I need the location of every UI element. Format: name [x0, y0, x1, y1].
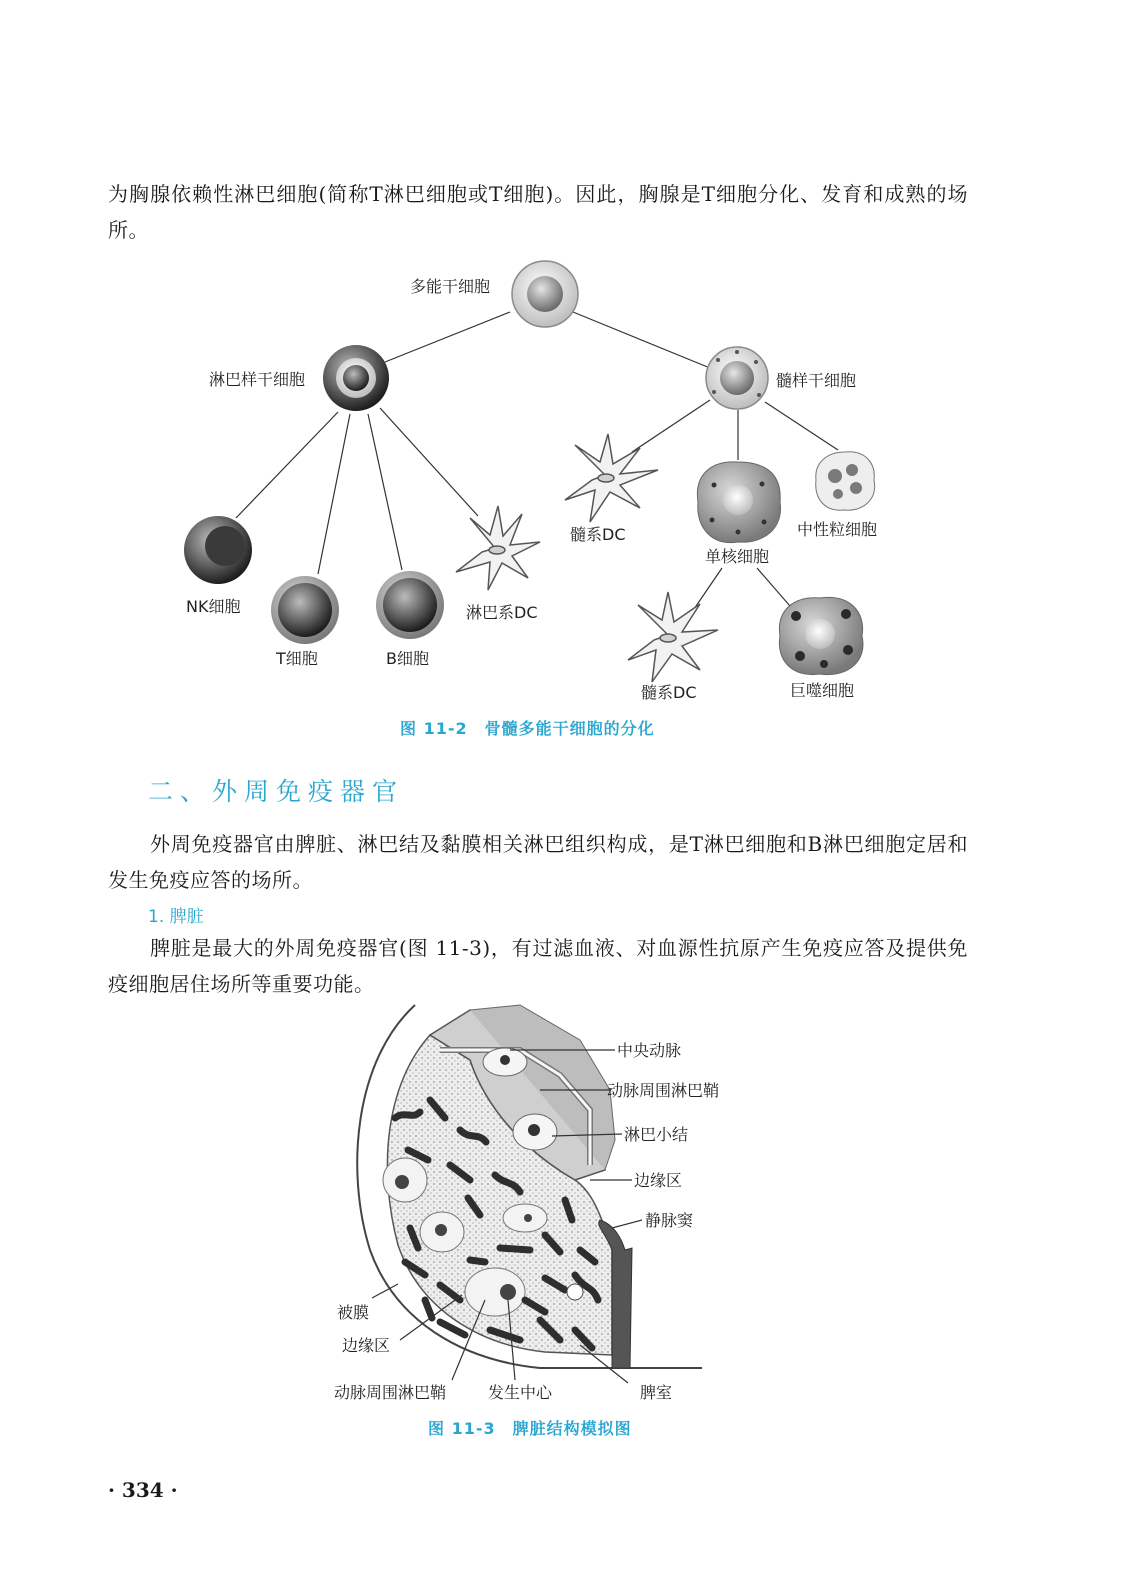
label-central-artery: 中央动脉 [617, 1041, 682, 1060]
label-nk-cell: NK细胞 [186, 597, 241, 616]
label-t-cell: T细胞 [276, 649, 318, 668]
label-pals-right: 动脉周围淋巴鞘 [607, 1081, 720, 1100]
label-pals-bottom: 动脉周围淋巴鞘 [334, 1383, 447, 1402]
label-b-cell: B细胞 [386, 649, 429, 668]
page-number: · 334 · [108, 1478, 178, 1502]
label-capsule: 被膜 [337, 1303, 370, 1322]
label-myeloid-dc: 髓系DC [570, 525, 626, 544]
section-title: 二、外周免疫器官 [148, 777, 405, 806]
label-myeloid-dc-2: 髓系DC [641, 683, 697, 702]
label-macrophage: 巨噬细胞 [790, 681, 855, 700]
label-splenic-cord: 脾室 [640, 1383, 673, 1402]
label-venous-sinus: 静脉窦 [645, 1211, 694, 1230]
label-germinal-center: 发生中心 [488, 1383, 553, 1402]
label-lymphoid-stem: 淋巴样干细胞 [209, 370, 306, 389]
label-lymphoid-dc: 淋巴系DC [466, 603, 538, 622]
spleen-paragraph: 脾脏是最大的外周免疫器官(图 11-3)，有过滤血液、对血源性抗原产生免疫应答及提供免疫细胞居住场所等重要功能。 [108, 936, 968, 996]
label-neutrophil: 中性粒细胞 [797, 520, 878, 539]
label-lymph-nodule: 淋巴小结 [624, 1125, 689, 1144]
label-marginal-zone-right: 边缘区 [634, 1171, 683, 1190]
label-monocyte: 单核细胞 [705, 547, 770, 566]
figure-11-3-caption: 图 11-3 脾脏结构模拟图 [428, 1419, 632, 1438]
intro-paragraph: 为胸腺依赖性淋巴细胞(简称T淋巴细胞或T细胞)。因此，胸腺是T细胞分化、发育和成熟的场所。 [108, 182, 968, 242]
label-marginal-zone-left: 边缘区 [342, 1336, 391, 1355]
label-stem-cell: 多能干细胞 [410, 277, 491, 296]
section-paragraph: 外周免疫器官由脾脏、淋巴结及黏膜相关淋巴组织构成，是T淋巴细胞和B淋巴细胞定居和发生免疫应答的场所。 [108, 832, 968, 892]
subsection-title: 1. 脾脏 [148, 907, 204, 927]
label-myeloid-stem: 髓样干细胞 [776, 371, 857, 390]
figure-11-2-caption: 图 11-2 骨髓多能干细胞的分化 [400, 719, 655, 738]
